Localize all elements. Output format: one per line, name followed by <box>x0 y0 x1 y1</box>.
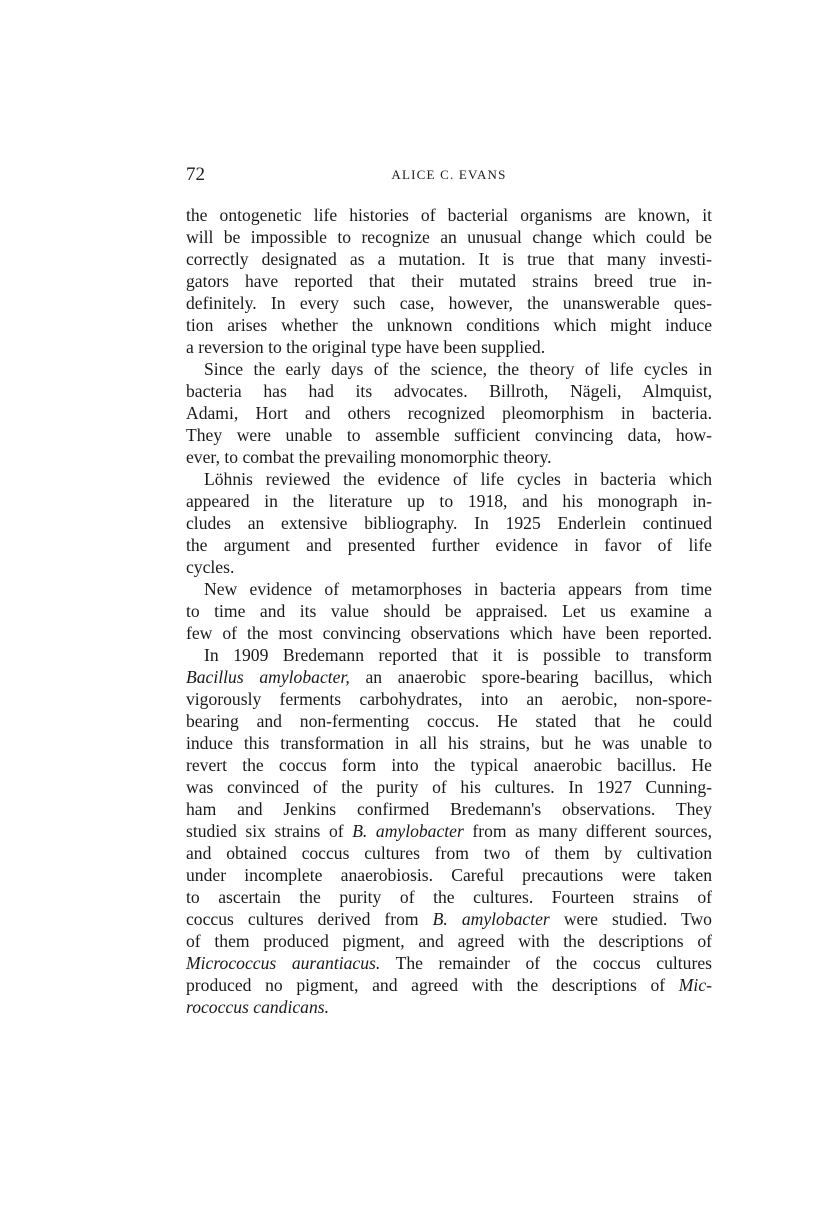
text-line: to ascertain the purity of the cultures. Fourteen strains of <box>186 887 712 907</box>
text-line: In 1909 Bredemann reported that it is possible to transform <box>204 645 712 665</box>
paragraph <box>186 358 712 468</box>
text-line: Since the early days of the science, the theory of life cycles in <box>204 359 712 379</box>
text-line: cycles. <box>186 557 235 577</box>
text-line: ham and Jenkins confirmed Bredemann's observations. They <box>186 799 712 819</box>
text-line: definitely. In every such case, however, the unanswerable ques- <box>186 293 712 313</box>
text-line: to time and its value should be appraised. Let us examine a <box>186 601 712 621</box>
text-line: Löhnis reviewed the evidence of life cycles in bacteria which <box>204 469 712 489</box>
text-segment: The remainder of the coccus cultures <box>380 953 712 973</box>
text-line: a reversion to the original type have been supplied. <box>186 337 546 357</box>
paragraph <box>186 204 712 358</box>
text-line: They were unable to assemble sufficient convincing data, how- <box>186 425 712 445</box>
text-line: few of the most convincing observations which have been reported. <box>186 623 712 643</box>
text-line: vigorously ferments carbohydrates, into an aerobic, non-spore- <box>186 689 712 709</box>
text-line: of them produced pigment, and agreed with the descriptions of <box>186 931 712 951</box>
paragraph <box>186 644 712 1018</box>
text-segment: from as many different sources, <box>463 821 712 841</box>
text-line <box>186 820 712 842</box>
body-text <box>186 204 712 1018</box>
paragraph <box>186 578 712 644</box>
text-line <box>186 952 712 974</box>
text-line: and obtained coccus cultures from two of them by cultivation <box>186 843 712 863</box>
text-line: revert the coccus form into the typical anaerobic bacillus. He <box>186 755 712 775</box>
text-line: tion arises whether the unknown conditions which might induce <box>186 315 712 335</box>
text-line: appeared in the literature up to 1918, and his monograph in- <box>186 491 712 511</box>
text-line: was convinced of the purity of his cultures. In 1927 Cunning- <box>186 777 712 797</box>
text-line: under incomplete anaerobiosis. Careful precautions were taken <box>186 865 712 885</box>
italic-text: Micrococcus aurantiacus. <box>186 953 381 973</box>
text-segment: produced no pigment, and agreed with the descriptions of <box>186 975 679 995</box>
text-line: will be impossible to recognize an unusual change which could be <box>186 227 712 247</box>
italic-text: B. amylobacter <box>432 909 550 929</box>
text-segment: coccus cultures derived from <box>186 909 433 929</box>
text-line <box>186 908 712 930</box>
text-line: the argument and presented further evidence in favor of life <box>186 535 712 555</box>
text-line <box>186 996 712 1018</box>
italic-text: rococcus candicans. <box>186 997 329 1017</box>
text-segment: an anaerobic spore-bearing bacillus, which <box>349 667 713 687</box>
text-segment: studied six strains of <box>186 821 353 841</box>
text-line: induce this transformation in all his strains, but he was unable to <box>186 733 712 753</box>
italic-text: Mic- <box>678 975 712 995</box>
text-line: gators have reported that their mutated strains breed true in- <box>186 271 712 291</box>
page-number: 72 <box>186 164 205 185</box>
italic-text: B. amylobacter <box>352 821 464 841</box>
text-line: the ontogenetic life histories of bacterial organisms are known, it <box>186 205 712 225</box>
text-line: cludes an extensive bibliography. In 1925 Enderlein continued <box>186 513 712 533</box>
text-line: bearing and non-fermenting coccus. He stated that he could <box>186 711 712 731</box>
running-head: ALICE C. EVANS <box>391 167 507 182</box>
page-header <box>186 163 712 187</box>
text-line: ever, to combat the prevailing monomorphic theory. <box>186 447 552 467</box>
text-line: Adami, Hort and others recognized pleomorphism in bacteria. <box>186 403 712 423</box>
text-line: bacteria has had its advocates. Billroth, Nägeli, Almquist, <box>186 381 712 401</box>
text-line <box>186 974 712 996</box>
text-line: correctly designated as a mutation. It is true that many investi- <box>186 249 712 269</box>
text-line <box>186 666 712 688</box>
text-segment: were studied. Two <box>549 909 712 929</box>
italic-text: Bacillus amylobacter, <box>186 667 350 687</box>
text-line: New evidence of metamorphoses in bacteria appears from time <box>204 579 712 599</box>
paragraph <box>186 468 712 578</box>
